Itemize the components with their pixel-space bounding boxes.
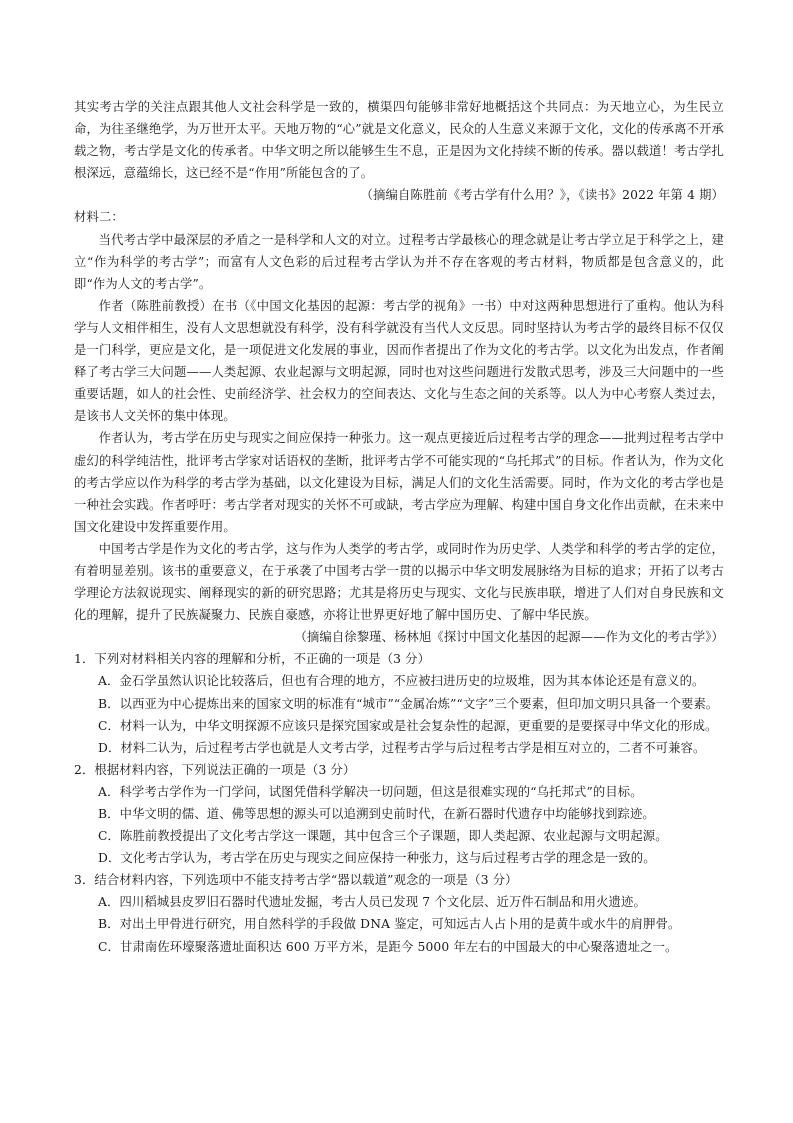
question-2-stem: 2．根据材料内容，下列说法正确的一项是（3 分） — [74, 762, 356, 777]
passage2-heading: 材料二： — [74, 210, 124, 225]
question-2-option-a: A．科学考古学作为一门学问，试图凭借科学解决一切问题，但这是很难实现的“乌托邦式”的目标。 — [98, 784, 643, 799]
exam-page — [74, 96, 724, 958]
question-2-option-c: C．陈胜前教授提出了文化考古学这一课题，其中包含三个子课题，即人类起源、农业起源与文明起源。 — [98, 829, 668, 844]
question-3-option-b: B．对出土甲骨进行研究，用自然科学的手段做 DNA 鉴定，可知远古人占卜用的是黄牛或水牛的肩胛骨。 — [98, 917, 681, 932]
question-1-option-c: C．材料一认为，中华文明探源不应该只是探究国家或是社会复杂性的起源，更重要的是要探寻中华文化的形成。 — [98, 718, 718, 733]
passage2-paragraph: 当代考古学中最深层的矛盾之一是科学和人文的对立。过程考古学最核心的理念就是让考古学立足于科学之上，建立“作为科学的考古学”；而富有人文色彩的后过程考古学认为并不存在客观的考古材料，物质都是包含意义的，此即“作为人文的考古学”。 — [74, 232, 724, 291]
question-2-option-b: B．中华文明的儒、道、佛等思想的源头可以追溯到史前时代，在新石器时代遗存中均能够找到踪迹。 — [98, 807, 655, 821]
question-2-option-d: D．文化考古学认为，考古学在历史与现实之间应保持一种张力，这与后过程考古学的理念是一致的。 — [98, 851, 656, 866]
question-3-stem: 3．结合材料内容，下列选项中不能支持考古学“器以载道”观念的一项是（3 分） — [74, 873, 518, 888]
passage1-source: （摘编自陈胜前《考古学有什么用？》，《读书》2022 年第 4 期） — [360, 188, 724, 203]
question-1-option-a: A．金石学虽然认识论比较落后，但也有合理的地方，不应被扫进历史的垃圾堆，因为其本体论还是有意义的。 — [98, 674, 705, 689]
passage2-paragraph: 中国考古学是作为文化的考古学，这与作为人类学的考古学，或同时作为历史学、人类学和科学的考古学的定位，有着明显差别。该书的重要意义，在于承袭了中国考古学一贯的以揭示中华文明发展脉络为目标的追求；开拓了以考古学理论方法叙说现实、阐释现实的新的研究思路；尤其是将历史与现实、文化与民族串联，增进了人们对自身民族和文化的理解，提升了民族凝聚力、民族自豪感，亦将让世界更好地了解中国历史、了解中华民族。 — [74, 541, 724, 623]
passage1-paragraph: 其实考古学的关注点跟其他人文社会科学是一致的，横渠四句能够非常好地概括这个共同点：为天地立心，为生民立命，为往圣继绝学，为万世开太平。天地万物的“心”就是文化意义，民众的人生意义来源于文化，文化的传承离不开承载之物，考古学是文化的传承者。中华文明之所以能够生生不息，正是因为文化持续不断的传承。器以载道！考古学扎根深远，意蕴绵长，这已经不是“作用”所能包含的了。 — [74, 100, 724, 181]
question-3-option-c: C．甘肃南佐环壕聚落遗址面积达 600 万平方米，是距今 5000 年左右的中国最大的中心聚落遗址之一。 — [98, 939, 678, 954]
passage2-paragraph: 作者（陈胜前教授）在书（《中国文化基因的起源：考古学的视角》一书）中对这两种思想进行了重构。他认为科学与人文相伴相生，没有人文思想就没有科学，没有科学就没有当代人文反思。同时坚持认为考古学的最终目标不仅仅是一门科学，更应是文化，是一项促进文化发展的事业，因而作者提出了作为文化的考古学。以文化为出发点，作者阐释了考古学三大问题——人类起源、农业起源与文明起源，同时也对这些问题进行发散式思考，涉及三大问题中的一些重要话题，如人的社会性、史前经济学、社会权力的空间表达、文化与生态之间的关系等。以人为中心考察人类过去，是该书人文关怀的集中体现。 — [74, 298, 724, 424]
passage2-source: （摘编自徐黎瑾、杨林旭《探讨中国文化基因的起源——作为文化的考古学》） — [294, 630, 724, 645]
question-1-option-b: B．以西亚为中心提炼出来的国家文明的标准有“城市”“金属冶炼”“文字”三个要素，但印加文明只具备一个要素。 — [98, 696, 719, 711]
question-3-option-a: A．四川稻城县皮罗旧石器时代遗址发掘，考古人员已发现 7 个文化层、近万件石制品和用火遗迹。 — [98, 895, 646, 910]
question-1-stem: 1．下列对材料相关内容的理解和分析，不正确的一项是（3 分） — [74, 652, 431, 667]
question-1-option-d: D．材料二认为，后过程考古学也就是人文考古学，过程考古学与后过程考古学是相互对立的，二者不可兼容。 — [98, 740, 706, 755]
passage2-paragraph: 作者认为，考古学在历史与现实之间应保持一种张力。这一观点更接近后过程考古学的理念——批判过程考古学中虚幻的科学纯洁性，批评考古学家对话语权的垄断，批评考古学不可能实现的“乌托邦式”的目标。作者认为，作为文化的考古学应以作为科学的考古学为基础，以文化建设为目标，满足人们的文化生活需要。同时，作为文化的考古学也是一种社会实践。作者呼吁：考古学者对现实的关怀不可或缺，考古学应为理解、构建中国自身文化作出贡献，在未来中国文化建设中发挥重要作用。 — [74, 431, 724, 534]
